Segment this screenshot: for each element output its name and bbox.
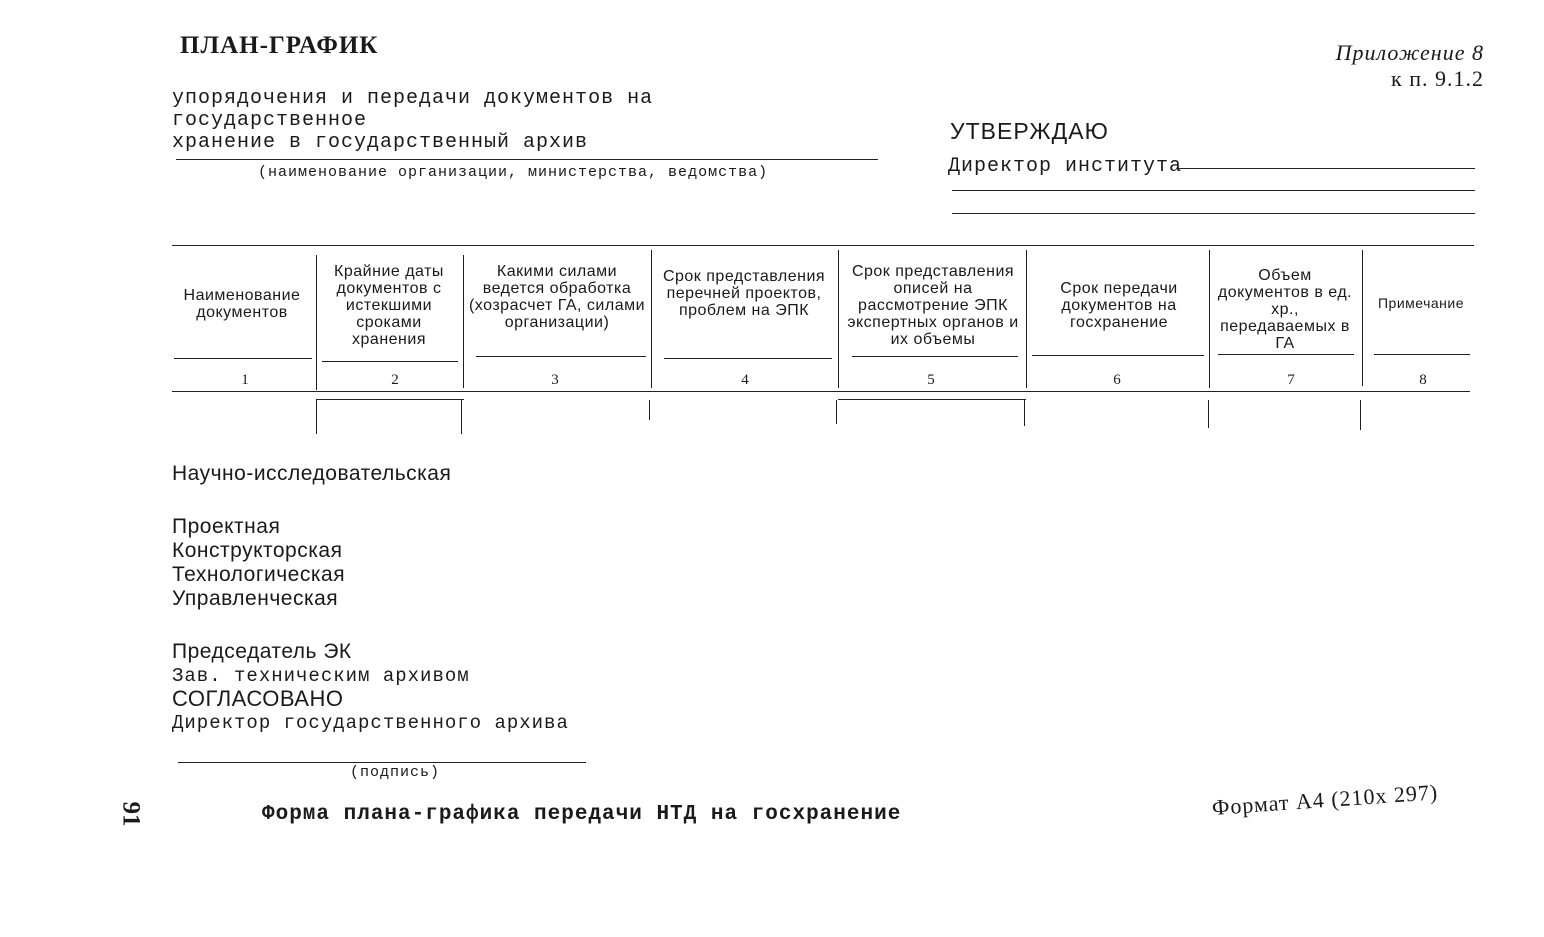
column-number-6: 6 xyxy=(1113,372,1121,388)
col3-underline xyxy=(476,356,646,357)
col2-underline xyxy=(322,361,458,362)
row-tick-4 xyxy=(836,400,837,424)
col-separator-7 xyxy=(1362,250,1363,386)
row-tick-6 xyxy=(1208,400,1209,428)
column-number-4: 4 xyxy=(741,372,749,388)
col7-underline xyxy=(1218,354,1354,355)
table-top-border xyxy=(172,245,1474,246)
category-construction: Конструкторская xyxy=(172,539,343,562)
column-header-3: Какими силами ведется обработка (хозрасчет ГА, силами организации) xyxy=(468,263,646,331)
subtitle-line-1: упорядочения и передачи документов на государственное xyxy=(172,87,654,132)
category-management: Управленческая xyxy=(172,587,339,610)
column-header-6: Срок передачи документов на госхранение xyxy=(1060,280,1178,331)
appendix-label xyxy=(1336,40,1484,92)
col5-underline xyxy=(852,356,1018,357)
column-header-1: Наименование документов xyxy=(183,287,301,321)
ek-chairman-label: Председатель ЭК xyxy=(172,640,352,663)
director-signature-line-1 xyxy=(1178,168,1475,169)
col-separator-2 xyxy=(463,255,464,388)
col-separator-3 xyxy=(651,250,652,388)
row-tick-3 xyxy=(649,400,650,420)
col6-underline xyxy=(1032,355,1204,356)
approve-label: УТВЕРЖДАЮ xyxy=(950,118,1109,144)
document-title: ПЛАН-ГРАФИК xyxy=(180,32,379,59)
col1-underline xyxy=(174,358,312,359)
format-label: Формат А4 (210х 297) xyxy=(1211,779,1439,820)
org-name-hint: (наименование организации, министерства, ведомства) xyxy=(258,164,769,181)
category-design: Проектная xyxy=(172,515,281,538)
director-label: Директор института xyxy=(948,155,1183,178)
table-numbers-bottom-border xyxy=(172,391,1470,392)
org-name-line xyxy=(176,159,878,160)
form-caption: Форма плана-графика передачи НТД на госхранение xyxy=(262,803,902,826)
column-number-8: 8 xyxy=(1419,372,1427,388)
col4-underline xyxy=(664,358,832,359)
row-tick-5 xyxy=(1024,400,1025,426)
director-signature-line-3 xyxy=(952,213,1475,214)
col-separator-4 xyxy=(838,250,839,388)
column-header-7: Объем документов в ед. хр., передаваемых в ГА xyxy=(1217,267,1353,352)
column-number-3: 3 xyxy=(551,372,559,388)
column-header-8: Примечание xyxy=(1377,295,1465,311)
column-number-1: 1 xyxy=(241,372,249,388)
column-header-2: Крайние даты документов с истекшими сроками хранения xyxy=(334,263,444,348)
appendix-number: Приложение 8 xyxy=(1335,40,1484,65)
category-research: Научно-исследовательская xyxy=(172,462,452,485)
signature-hint: (подпись) xyxy=(350,764,441,781)
agreed-label: СОГЛАСОВАНО xyxy=(172,686,344,711)
col-separator-1 xyxy=(316,255,317,390)
row-tick-1 xyxy=(316,400,317,434)
col-separator-6 xyxy=(1209,250,1210,388)
table-body-row-top xyxy=(316,399,464,400)
appendix-reference: к п. 9.1.2 xyxy=(1391,66,1484,91)
column-header-4: Срок представления перечней проектов, проблем на ЭПК xyxy=(662,268,826,319)
page-number: 91 xyxy=(117,801,145,827)
state-archive-director-label: Директор государственного архива xyxy=(172,712,569,734)
director-signature-line-2 xyxy=(952,190,1475,191)
row-tick-7 xyxy=(1360,400,1361,430)
category-technological: Технологическая xyxy=(172,563,346,586)
archive-head-label: Зав. техническим архивом xyxy=(172,665,470,687)
column-number-5: 5 xyxy=(927,372,935,388)
document-subtitle xyxy=(172,88,852,154)
signature-line xyxy=(178,762,586,763)
col-separator-5 xyxy=(1026,250,1027,388)
col8-underline xyxy=(1374,354,1470,355)
subtitle-line-2: хранение в государственный архив xyxy=(172,131,589,154)
row-tick-2 xyxy=(461,400,462,434)
column-number-2: 2 xyxy=(391,372,399,388)
column-header-5: Срок представления описей на рассмотрение ЭПК экспертных органов и их объемы xyxy=(847,263,1019,348)
table-body-row-top-2 xyxy=(838,399,1026,400)
column-number-7: 7 xyxy=(1287,372,1295,388)
